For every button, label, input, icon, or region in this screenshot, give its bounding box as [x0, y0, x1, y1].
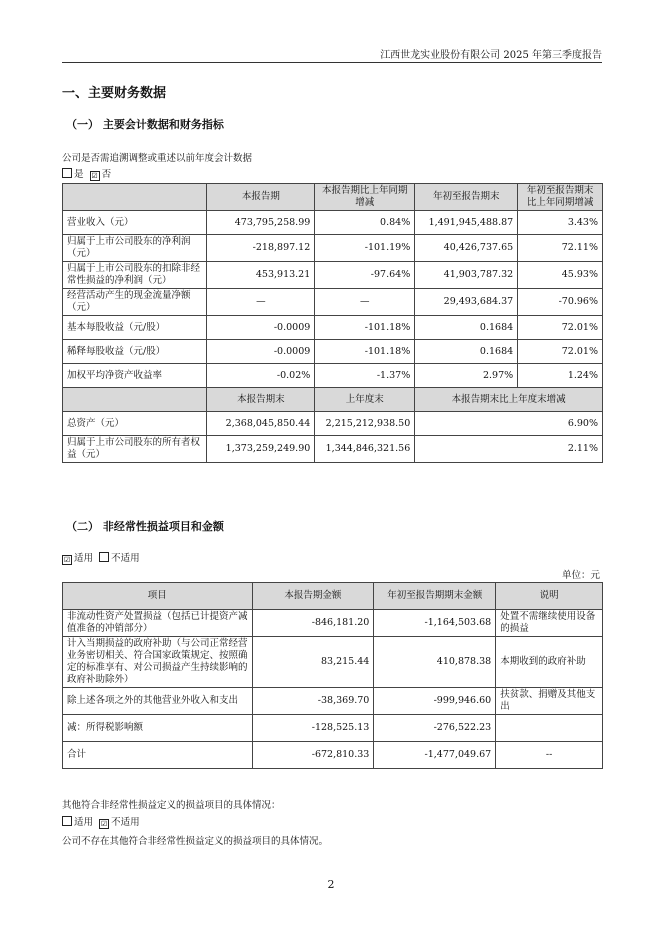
note-statement: 公司不存在其他符合非经常性损益定义的损益项目的具体情况。 — [62, 836, 329, 847]
note-other-items: 其他符合非经常性损益定义的损益项目的具体情况： — [62, 800, 281, 811]
table-row: 归属于上市公司股东的所有者权益（元） 1,373,259,249.90 1,344,846,321.56 2.11% — [63, 436, 603, 463]
header-divider — [62, 62, 602, 63]
table-row: 归属于上市公司股东的净利润（元） -218,897.12 -101.19% 40,426,737.65 72.11% — [63, 235, 603, 262]
table-row: 基本每股收益（元/股） -0.0009 -101.18% 0.1684 72.01% — [63, 316, 603, 340]
section-title: 一、主要财务数据 — [62, 86, 167, 101]
restatement-options: 是 ☑ 否 — [62, 166, 111, 181]
document-header-title: 江西世龙实业股份有限公司 2025 年第三季度报告 — [380, 50, 602, 61]
note-applicability-options: 适用 ☑ 不适用 — [62, 814, 140, 829]
checkbox-yes-icon[interactable] — [62, 168, 72, 178]
page-number: 2 — [327, 878, 335, 891]
checkbox-na-icon[interactable] — [99, 552, 109, 562]
restatement-question: 公司是否需追溯调整或重述以前年度会计数据 — [62, 153, 253, 164]
checkbox-apply-icon[interactable]: ☑ — [63, 556, 71, 564]
table-row: 稀释每股收益（元/股） -0.0009 -101.18% 0.1684 72.01% — [63, 340, 603, 364]
table-row: 加权平均净资产收益率 -0.02% -1.37% 2.97% 1.24% — [63, 364, 603, 388]
applicability-options: ☑ 适用 不适用 — [63, 553, 140, 564]
table-row: 经营活动产生的现金流量净额（元） — — 29,493,684.37 -70.96% — [63, 289, 603, 316]
table-header-row: 本报告期 本报告期比上年同期增减 年初至报告期末 年初至报告期末比上年同期增减 — [63, 184, 603, 211]
non-recurring-items-table — [62, 582, 603, 769]
table-row: 减：所得税影响额 -128,525.13 -276,522.23 — [63, 715, 603, 742]
subsection-title-1: （一） 主要会计数据和财务指标 — [66, 118, 224, 131]
checkbox-no-icon[interactable]: ☑ — [91, 172, 98, 180]
financial-data-table — [62, 183, 603, 463]
table-header-row: 项目 本报告期金额 年初至报告期期末金额 说明 — [63, 583, 603, 610]
table-row: 计入当期损益的政府补助（与公司正常经营业务密切相关、符合国家政策规定、按照确定的标准享有、对公司损益产生持续影响的政府补助除外） 83,215.44 410,878.38 本期收到的政府补助 — [63, 637, 603, 688]
checkbox-na-icon[interactable]: ☑ — [100, 820, 108, 828]
checkbox-apply-icon[interactable] — [62, 816, 72, 826]
table-row: 合计 -672,810.33 -1,477,049.67 -- — [63, 742, 603, 769]
unit-label: 单位：元 — [561, 570, 600, 581]
table-row: 总资产（元） 2,368,045,850.44 2,215,212,938.50 6.90% — [63, 412, 603, 436]
table-row: 非流动性资产处置损益（包括已计提资产减值准备的冲销部分） -846,181.20 -1,164,503.68 处置不需继续使用设备的损益 — [63, 610, 603, 637]
table-header-row-2: 本报告期末 上年度末 本报告期末比上年度末增减 — [63, 388, 603, 412]
table-row: 除上述各项之外的其他营业外收入和支出 -38,369.70 -999,946.60 扶贫款、捐赠及其他支出 — [63, 688, 603, 715]
table-row: 归属于上市公司股东的扣除非经常性损益的净利润（元） 453,913.21 -97.64% 41,903,787.32 45.93% — [63, 262, 603, 289]
subsection-title-2: （二） 非经常性损益项目和金额 — [66, 520, 224, 533]
table-row: 营业收入（元） 473,795,258.99 0.84% 1,491,945,488.87 3.43% — [63, 211, 603, 235]
